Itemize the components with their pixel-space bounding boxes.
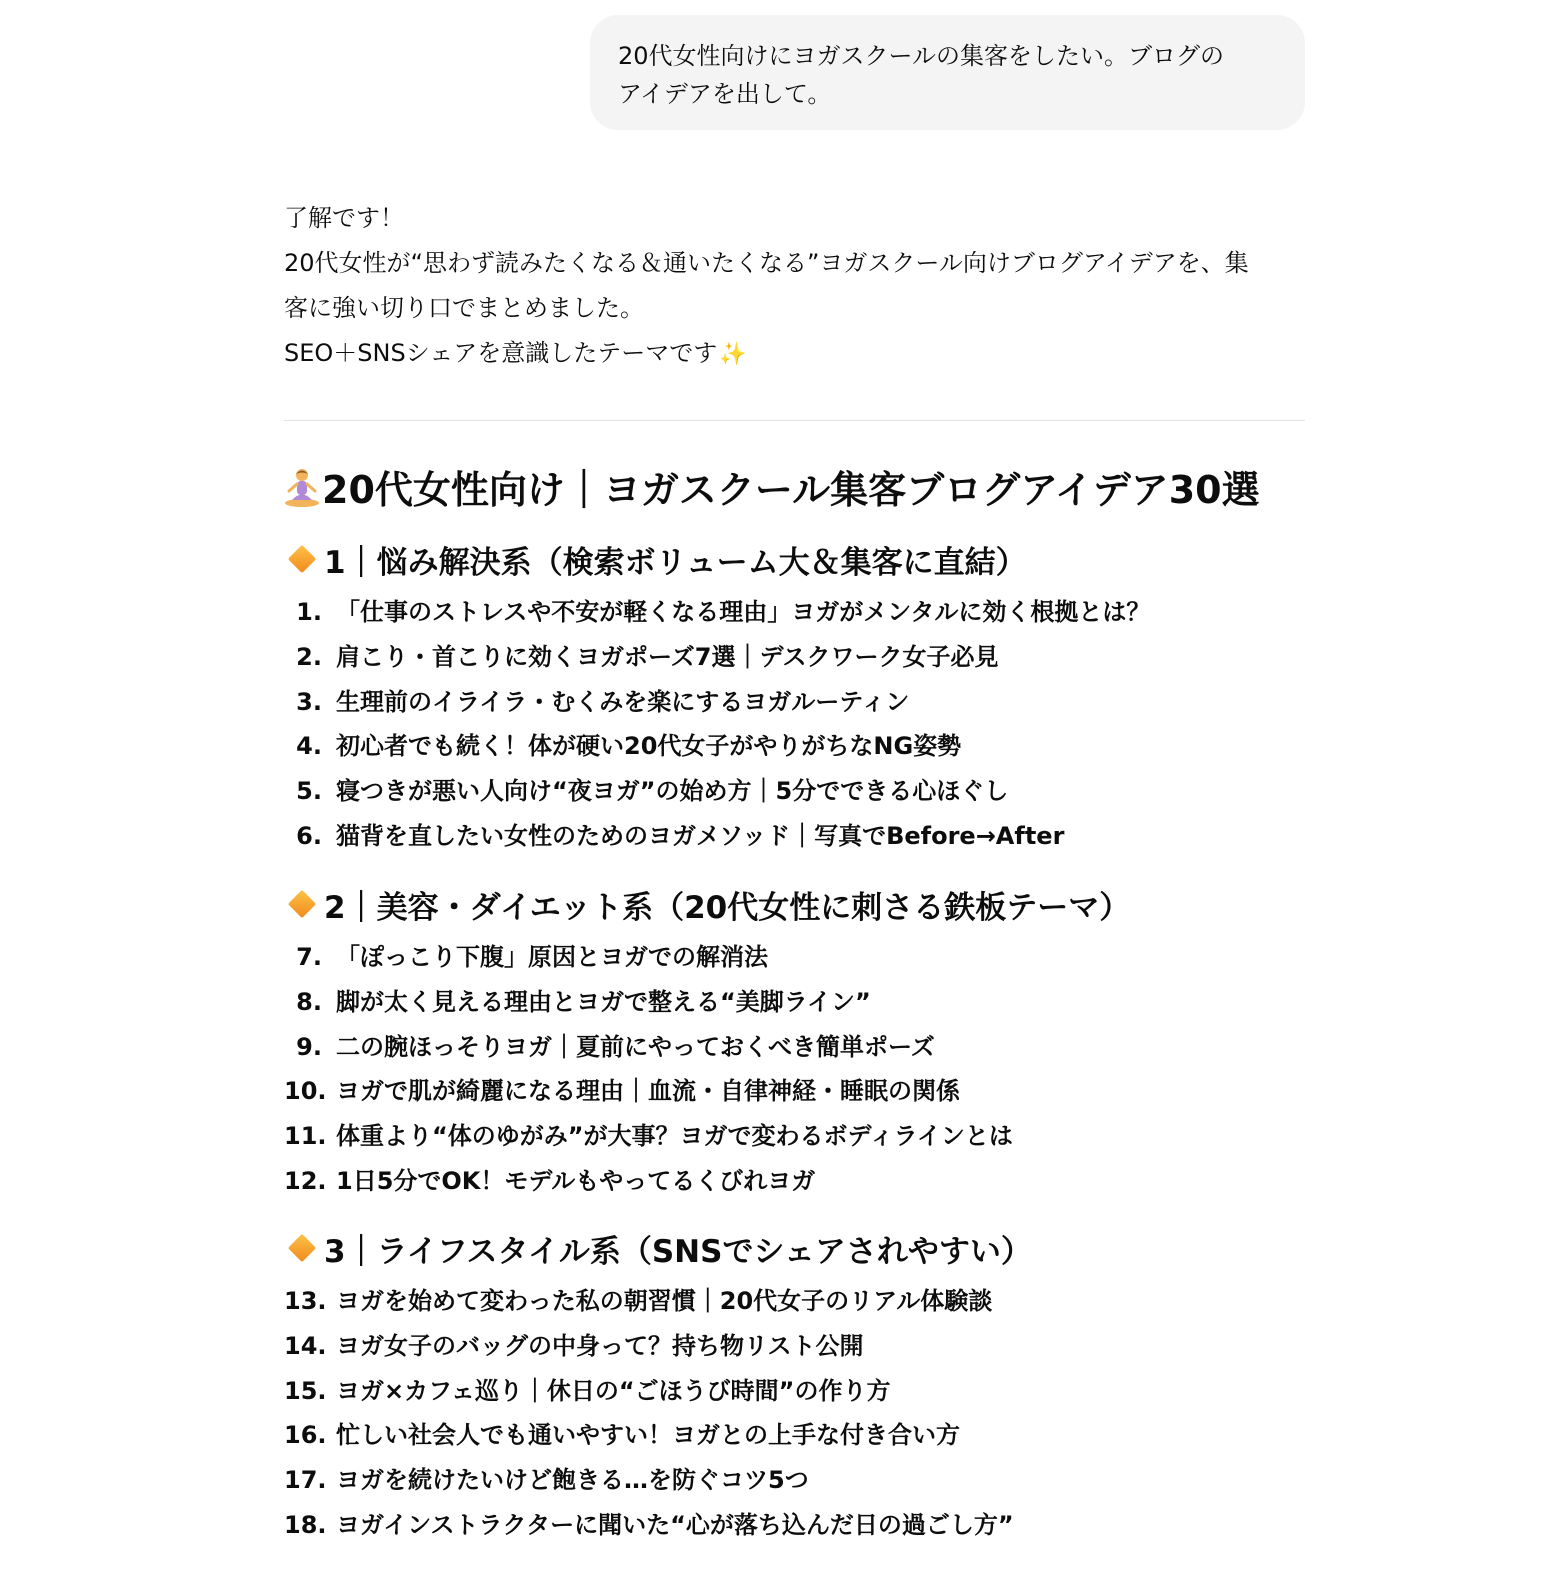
main-heading bbox=[284, 462, 1384, 518]
reply-line: 了解です！ bbox=[284, 204, 404, 232]
reply-line bbox=[284, 331, 1308, 377]
section-heading-text: 2｜美容・ダイエット系（20代女性に刺さる鉄板テーマ） bbox=[324, 890, 1131, 926]
list-item: 18. ヨガインストラクターに聞いた“心が落ち込んだ日の過ごし方” bbox=[284, 1510, 1014, 1539]
sparkles-icon: ✨ bbox=[719, 342, 747, 367]
list-item: 13. ヨガを始めて変わった私の朝習慣｜20代女子のリアル体験談 bbox=[284, 1287, 993, 1315]
idea-list bbox=[284, 935, 1484, 1204]
list-item: 9. 二の腕ほっそりヨガ｜夏前にやっておくべき簡単ポーズ bbox=[296, 1032, 935, 1061]
list-item: 1. 「仕事のストレスや不安が軽くなる理由」ヨガがメンタルに効く根拠とは？ bbox=[296, 598, 1151, 626]
user-message-bubble: 20代女性向けにヨガスクールの集客をしたい。ブログの アイデアを出して。 bbox=[590, 15, 1305, 130]
reply-line-text: SEO＋SNSシェアを意識したテーマです bbox=[284, 339, 718, 367]
section-heading bbox=[284, 883, 1484, 933]
orange-diamond-icon bbox=[288, 545, 316, 573]
idea-list bbox=[284, 1279, 1484, 1548]
assistant-reply bbox=[284, 196, 1308, 377]
list-item: 16. 忙しい社会人でも通いやすい！ヨガとの上手な付き合い方 bbox=[284, 1421, 960, 1450]
list-item: 11. 体重より“体のゆがみ”が大事？ヨガで変わるボディラインとは bbox=[284, 1122, 1013, 1151]
section-heading-text: 1｜悩み解決系（検索ボリューム大＆集客に直結） bbox=[324, 545, 1027, 581]
orange-diamond-icon bbox=[288, 1234, 316, 1262]
section-2 bbox=[284, 883, 1484, 1204]
list-item: 12. 1日5分でOK！モデルもやってるくびれヨガ bbox=[284, 1166, 816, 1195]
section-heading bbox=[284, 1227, 1484, 1277]
main-heading-text: 20代女性向け｜ヨガスクール集客ブログアイデア30選 bbox=[322, 468, 1260, 512]
yoga-person-icon bbox=[284, 467, 320, 507]
list-item: 6. 猫背を直したい女性のためのヨガメソッド｜写真でBefore→After bbox=[296, 821, 1065, 850]
idea-list bbox=[284, 590, 1484, 859]
reply-line: 客に強い切り口でまとめました。 bbox=[284, 294, 644, 322]
orange-diamond-icon bbox=[288, 890, 316, 918]
section-3 bbox=[284, 1227, 1484, 1548]
list-item: 15. ヨガ×カフェ巡り｜休日の“ごほうび時間”の作り方 bbox=[284, 1376, 891, 1405]
list-item: 5. 寝つきが悪い人向け“夜ヨガ”の始め方｜5分でできる心ほぐし bbox=[296, 777, 1009, 806]
list-item: 4. 初心者でも続く！体が硬い20代女子がやりがちなNG姿勢 bbox=[296, 732, 962, 761]
list-item: 8. 脚が太く見える理由とヨガで整える“美脚ライン” bbox=[296, 987, 871, 1016]
section-heading bbox=[284, 538, 1484, 588]
section-heading-text: 3｜ライフスタイル系（SNSでシェアされやすい） bbox=[324, 1234, 1032, 1270]
list-item: 3. 生理前のイライラ・むくみを楽にするヨガルーティン bbox=[296, 687, 910, 716]
reply-line: 20代女性が“思わず読みたくなる＆通いたくなる”ヨガスクール向けブログアイデアを、集 bbox=[284, 249, 1249, 277]
list-item: 17. ヨガを続けたいけど飽きる…を防ぐコツ5つ bbox=[284, 1466, 809, 1495]
list-item: 2. 肩こり・首こりに効くヨガポーズ7選｜デスクワーク女子必見 bbox=[296, 642, 999, 671]
section-1 bbox=[284, 538, 1484, 859]
list-item: 14. ヨガ女子のバッグの中身って？持ち物リスト公開 bbox=[284, 1331, 864, 1360]
list-item: 10. ヨガで肌が綺麗になる理由｜血流・自律神経・睡眠の関係 bbox=[284, 1077, 960, 1106]
list-item: 7. 「ぽっこり下腹」原因とヨガでの解消法 bbox=[296, 943, 768, 971]
divider bbox=[284, 420, 1305, 421]
